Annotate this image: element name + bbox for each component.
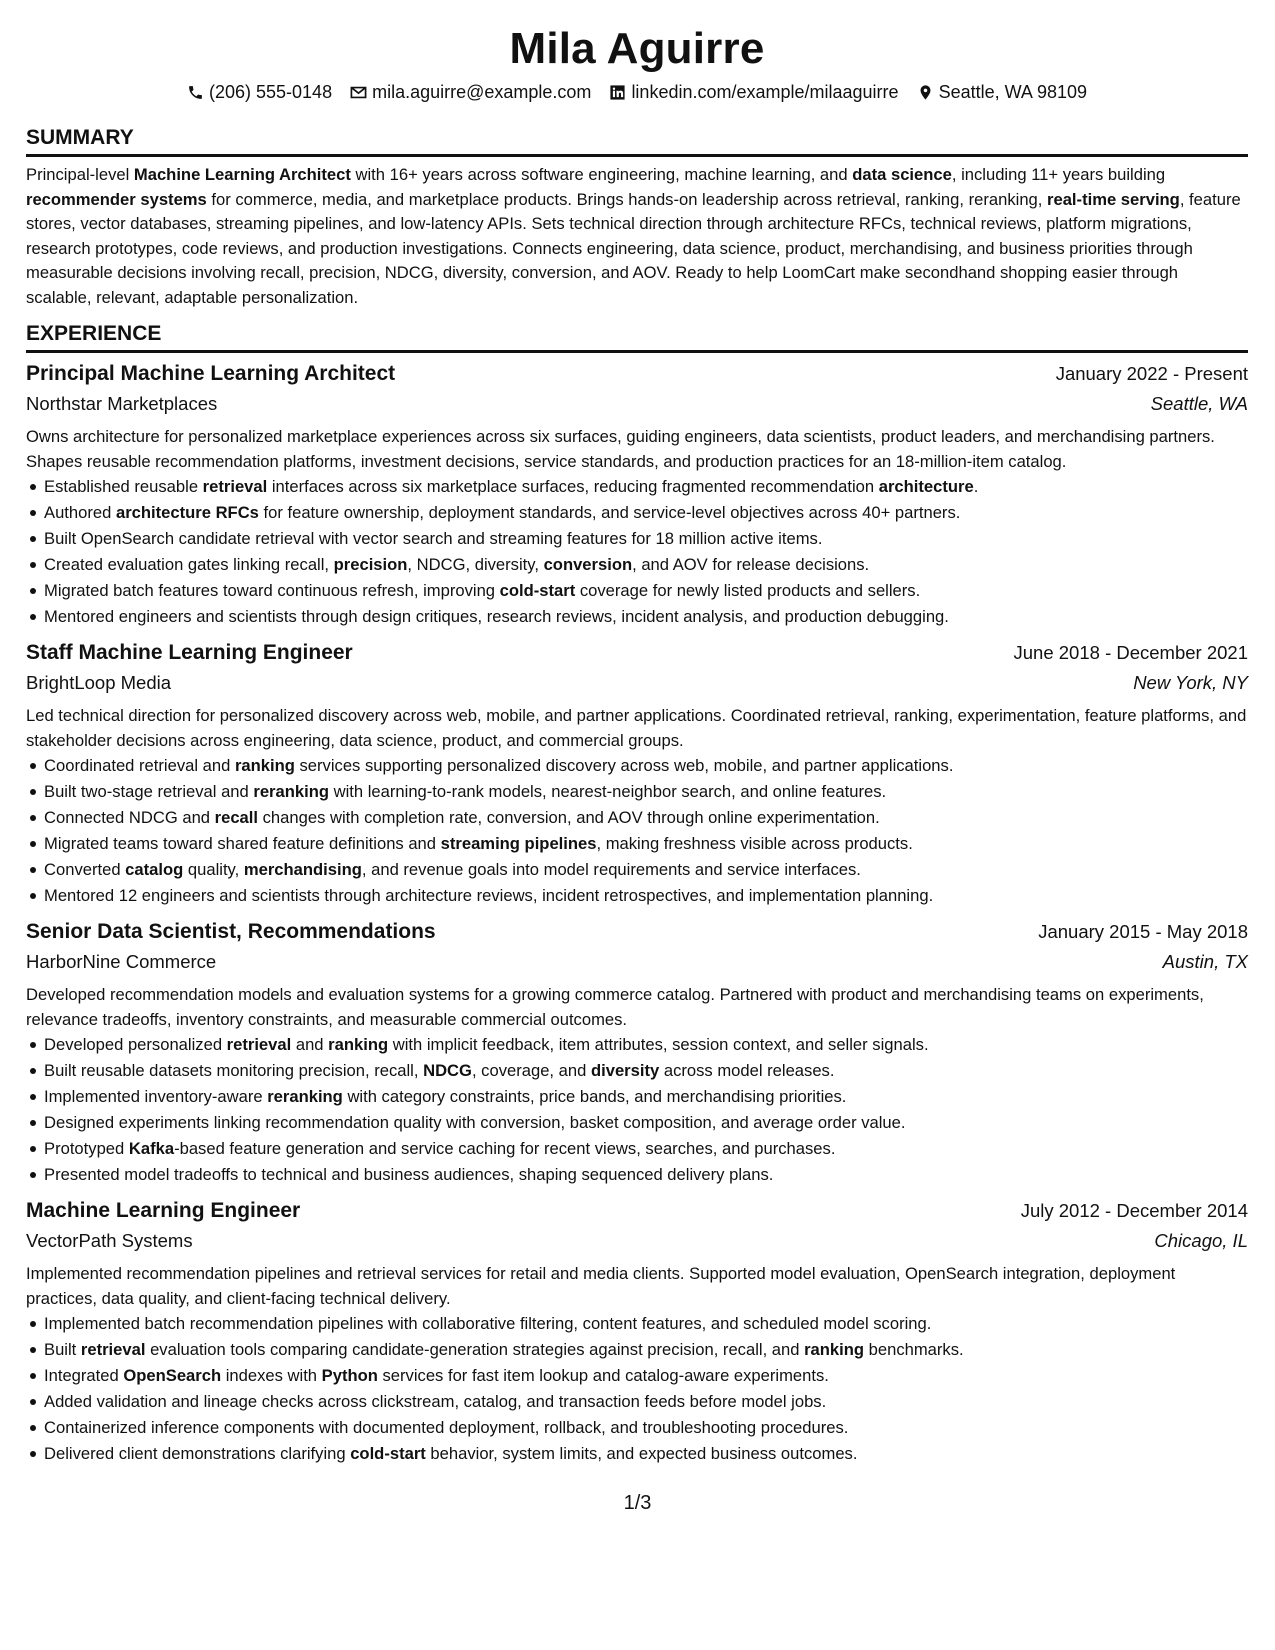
map-pin-icon xyxy=(917,84,934,101)
contact-phone xyxy=(187,80,332,104)
bold-keyword: retrieval xyxy=(80,1340,146,1359)
bold-keyword: cold-start xyxy=(350,1444,426,1463)
job-entry xyxy=(26,638,1248,909)
bold-keyword: NDCG xyxy=(423,1061,472,1080)
job-title: Staff Machine Learning Engineer xyxy=(26,641,353,664)
bullet-item: Presented model tradeoffs to technical and business audiences, shaping sequenced delivery plans. xyxy=(44,1162,1248,1188)
bold-keyword: recommender systems xyxy=(26,189,207,209)
job-title: Senior Data Scientist, Recommendations xyxy=(26,920,436,943)
job-entry xyxy=(26,359,1248,630)
job-dates: June 2018 - December 2021 xyxy=(1013,642,1248,663)
bullet-item: Built two-stage retrieval and reranking with learning-to-rank models, nearest-neighbor search, and online features. xyxy=(44,779,1248,805)
job-description: Developed recommendation models and evaluation systems for a growing commerce catalog. Partnered with product and merchandising teams on experiments, relevance tradeoffs, inventory constraints, and measurable commercial outcomes. xyxy=(26,985,1204,1029)
job-location: Austin, TX xyxy=(1162,951,1248,972)
job-entry xyxy=(26,1196,1248,1467)
job-company: BrightLoop Media xyxy=(26,672,172,693)
job-dates: July 2012 - December 2014 xyxy=(1020,1200,1248,1221)
summary-text: Principal-level Machine Learning Architect with 16+ years across software engineering, machine learning, and data science, including 11+ years building recommender systems for commerce, media, and marketplace products. Brings hands-on leadership across retrieval, ranking, reranking, real-time serving, feature stores, vector databases, streaming pipelines, and low-latency APIs. Sets technical direction through architecture RFCs, technical reviews, platform migrations, research prototypes, code reviews, and production investigations. Connects engineering, data science, product, merchandising, and business priorities through measurable decisions involving recall, precision, NDCG, diversity, conversion, and AOV. Ready to help LoomCart make secondhand shopping easier through scalable, relevant, adaptable personalization. xyxy=(26,165,1241,307)
bold-keyword: diversity xyxy=(590,1061,660,1080)
job-description: Implemented recommendation pipelines and retrieval services for retail and media clients. Supported model evaluation, OpenSearch integration, deployment practices, data quality, and client-facing technical delivery. xyxy=(26,1264,1176,1308)
bold-keyword: merchandising xyxy=(243,860,362,879)
bullet-item: Containerized inference components with documented deployment, rollback, and troubleshooting procedures. xyxy=(44,1415,1248,1441)
bold-keyword: OpenSearch xyxy=(123,1366,222,1385)
job-location: Chicago, IL xyxy=(1154,1230,1248,1251)
job-location: New York, NY xyxy=(1133,672,1248,693)
bold-keyword: recall xyxy=(214,808,259,827)
bold-keyword: retrieval xyxy=(202,477,268,496)
bullet-item: Built reusable datasets monitoring precision, recall, NDCG, coverage, and diversity across model releases. xyxy=(44,1058,1248,1084)
contact-linkedin[interactable] xyxy=(609,80,898,104)
job-company-row xyxy=(26,947,1248,977)
job-dates: January 2022 - Present xyxy=(1055,363,1248,384)
bullet-item: Established reusable retrieval interfaces across six marketplace surfaces, reducing fragmented recommendation architecture. xyxy=(44,474,1248,500)
job-description: Owns architecture for personalized marketplace experiences across six surfaces, guiding engineers, data scientists, product leaders, and merchandising partners. Shapes reusable recommendation platforms, investment decisions, service standards, and production practices for an 18-million-item catalog. xyxy=(26,427,1215,471)
job-title: Machine Learning Engineer xyxy=(26,1199,301,1222)
job-title: Principal Machine Learning Architect xyxy=(26,362,396,385)
bold-keyword: precision xyxy=(333,555,408,574)
bullet-item: Created evaluation gates linking recall, precision, NDCG, diversity, conversion, and AOV for release decisions. xyxy=(44,552,1248,578)
bullet-item: Prototyped Kafka-based feature generation and service caching for recent views, searches, and purchases. xyxy=(44,1136,1248,1162)
bold-keyword: retrieval xyxy=(226,1035,292,1054)
bullet-item: Mentored engineers and scientists through design critiques, research reviews, incident analysis, and production debugging. xyxy=(44,604,1248,630)
job-entry xyxy=(26,917,1248,1188)
job-company-row xyxy=(26,668,1248,698)
job-bullets xyxy=(26,1311,1248,1467)
contact-bar xyxy=(26,80,1248,104)
bullet-item: Mentored 12 engineers and scientists through architecture reviews, incident retrospectives, and implementation planning. xyxy=(44,883,1248,909)
bullet-item: Designed experiments linking recommendation quality with conversion, basket composition, and average order value. xyxy=(44,1110,1248,1136)
bullet-item: Migrated teams toward shared feature definitions and streaming pipelines, making freshness visible across products. xyxy=(44,831,1248,857)
job-company-row xyxy=(26,389,1248,419)
job-title-row xyxy=(26,638,1248,668)
experience-heading xyxy=(26,320,1248,353)
bullet-item: Added validation and lineage checks across clickstream, catalog, and transaction feeds before model jobs. xyxy=(44,1389,1248,1415)
bold-keyword: real-time serving xyxy=(1047,189,1180,209)
job-bullets xyxy=(26,1032,1248,1188)
bullet-item: Integrated OpenSearch indexes with Python services for fast item lookup and catalog-aware experiments. xyxy=(44,1363,1248,1389)
bold-keyword: data science xyxy=(852,165,952,184)
bold-keyword: conversion xyxy=(543,555,633,574)
job-location: Seattle, WA xyxy=(1150,393,1248,414)
job-company: Northstar Marketplaces xyxy=(26,393,218,414)
bullet-item: Implemented batch recommendation pipelines with collaborative filtering, content features, and scheduled model scoring. xyxy=(44,1311,1248,1337)
bold-keyword: streaming pipelines xyxy=(440,834,597,853)
resume-page xyxy=(26,18,1248,1467)
job-bullets xyxy=(26,753,1248,909)
job-dates: January 2015 - May 2018 xyxy=(1038,921,1248,942)
candidate-name: Mila Aguirre xyxy=(509,24,765,73)
job-company: HarborNine Commerce xyxy=(26,951,217,972)
job-bullets xyxy=(26,474,1248,630)
bold-keyword: reranking xyxy=(253,782,329,801)
bold-keyword: reranking xyxy=(267,1087,343,1106)
email-text: mila.aguirre@example.com xyxy=(372,82,592,102)
bold-keyword: Kafka xyxy=(128,1139,175,1158)
bold-keyword: Machine Learning Architect xyxy=(133,165,351,184)
bullet-item: Implemented inventory-aware reranking with category constraints, price bands, and merchandising priorities. xyxy=(44,1084,1248,1110)
envelope-icon xyxy=(350,84,367,101)
bullet-item: Built OpenSearch candidate retrieval with vector search and streaming features for 18 million active items. xyxy=(44,526,1248,552)
bold-keyword: Python xyxy=(321,1366,378,1385)
bullet-item: Converted catalog quality, merchandising, and revenue goals into model requirements and service interfaces. xyxy=(44,857,1248,883)
job-title-row xyxy=(26,917,1248,947)
page-number: 1/3 xyxy=(623,1492,652,1514)
job-company-row xyxy=(26,1226,1248,1256)
job-title-row xyxy=(26,359,1248,389)
phone-icon xyxy=(187,84,204,101)
contact-email[interactable] xyxy=(350,80,591,104)
bold-keyword: ranking xyxy=(328,1035,389,1054)
job-title-row xyxy=(26,1196,1248,1226)
job-company: VectorPath Systems xyxy=(26,1230,193,1251)
bullet-item: Built retrieval evaluation tools comparing candidate-generation strategies against precision, recall, and ranking benchmarks. xyxy=(44,1337,1248,1363)
bold-keyword: architecture xyxy=(878,477,974,496)
summary-heading xyxy=(26,124,1248,157)
bold-keyword: architecture RFCs xyxy=(115,503,259,522)
summary-title: SUMMARY xyxy=(26,126,134,149)
bold-keyword: ranking xyxy=(234,756,295,775)
bullet-item: Developed personalized retrieval and ranking with implicit feedback, item attributes, session context, and seller signals. xyxy=(44,1032,1248,1058)
bullet-item: Coordinated retrieval and ranking services supporting personalized discovery across web, mobile, and partner applications. xyxy=(44,753,1248,779)
bold-keyword: ranking xyxy=(804,1340,865,1359)
bullet-item: Connected NDCG and recall changes with completion rate, conversion, and AOV through online experimentation. xyxy=(44,805,1248,831)
experience-title: EXPERIENCE xyxy=(26,322,162,345)
bullet-item: Migrated batch features toward continuous refresh, improving cold-start coverage for newly listed products and sellers. xyxy=(44,578,1248,604)
contact-location xyxy=(917,80,1087,104)
job-description: Led technical direction for personalized discovery across web, mobile, and partner applications. Coordinated retrieval, ranking, experimentation, feature platforms, and stakeholder decisions across engineering, data science, product, and commercial groups. xyxy=(26,706,1247,750)
experience-list xyxy=(26,359,1248,1467)
linkedin-icon xyxy=(609,84,626,101)
bullet-item: Delivered client demonstrations clarifying cold-start behavior, system limits, and expected business outcomes. xyxy=(44,1441,1248,1467)
location-text: Seattle, WA 98109 xyxy=(938,82,1087,102)
bullet-item: Authored architecture RFCs for feature ownership, deployment standards, and service-level objectives across 40+ partners. xyxy=(44,500,1248,526)
linkedin-text: linkedin.com/example/milaaguirre xyxy=(631,82,899,102)
phone-text: (206) 555-0148 xyxy=(208,82,333,102)
bold-keyword: cold-start xyxy=(499,581,576,600)
bold-keyword: catalog xyxy=(125,860,184,879)
